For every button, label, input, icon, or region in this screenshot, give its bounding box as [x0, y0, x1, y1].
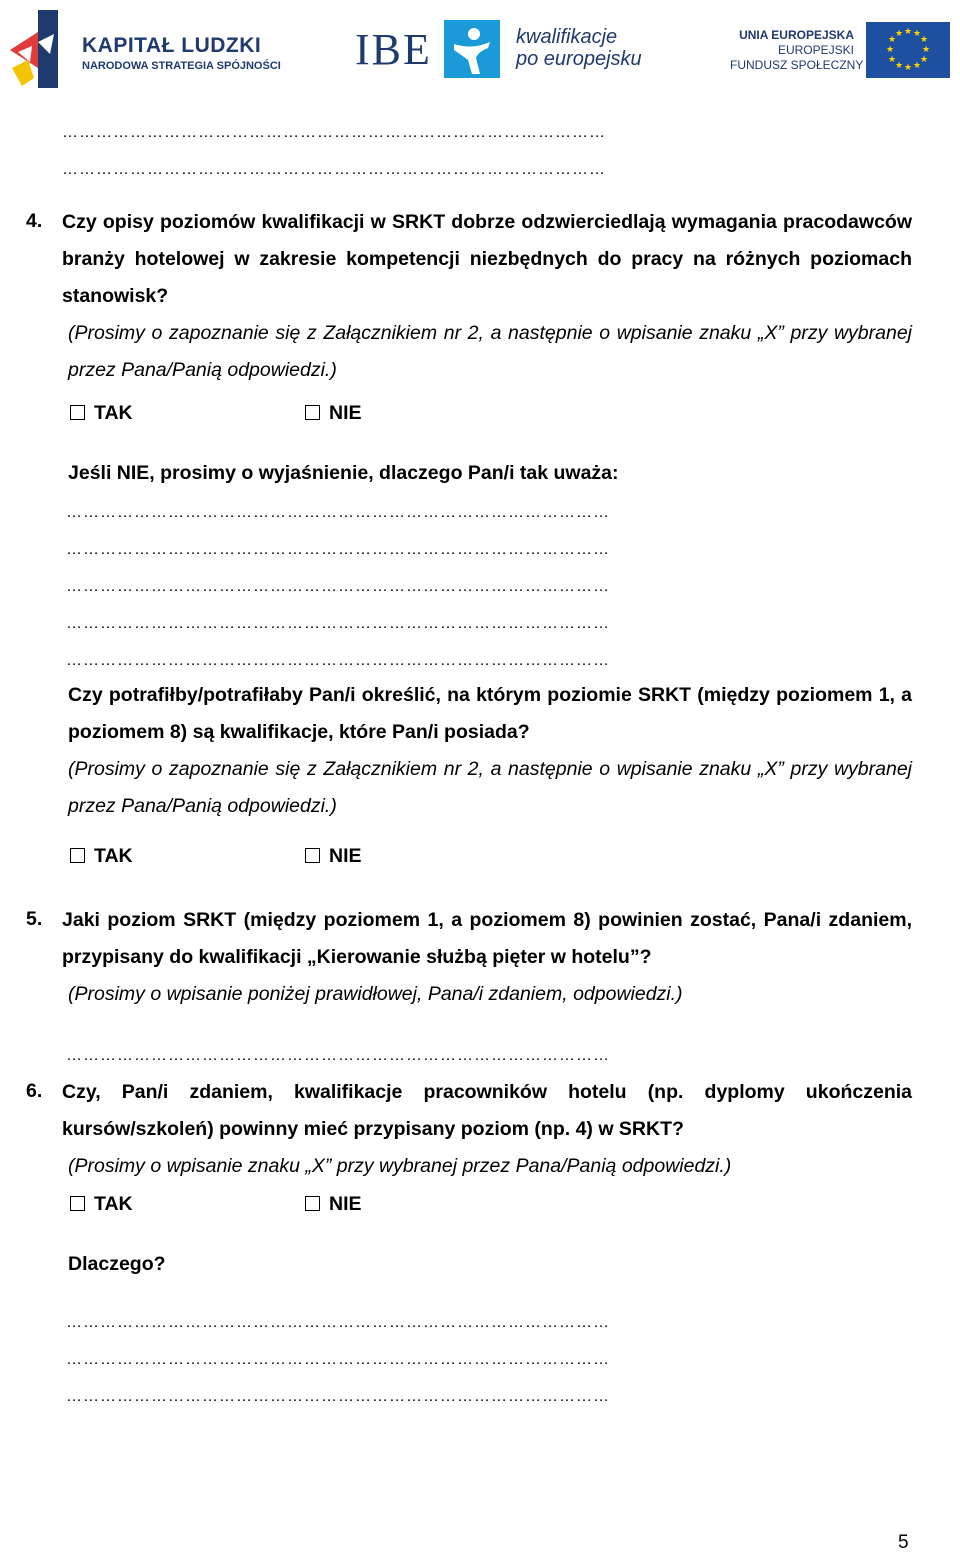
kl-subtitle: NARODOWA STRATEGIA SPÓJNOŚCI [82, 60, 281, 72]
kapital-ludzki-emblem-icon [8, 6, 78, 92]
option-yes[interactable]: TAK [70, 402, 133, 425]
ibe-logo-text: IBE [355, 25, 432, 74]
answer-line[interactable]: …………………………………………………………………………………… [62, 161, 606, 178]
question-number: 5. [26, 908, 43, 930]
answer-line[interactable]: …………………………………………………………………………………… [66, 1047, 610, 1064]
svg-text:★: ★ [903, 63, 913, 73]
kwalifikacje-line2: po europejsku [516, 48, 642, 70]
option-no[interactable]: NIE [305, 845, 362, 868]
ue-line2: EUROPEJSKI [777, 43, 854, 57]
checkbox-icon[interactable] [305, 848, 320, 863]
checkbox-icon[interactable] [305, 1196, 320, 1211]
question-number: 6. [26, 1080, 43, 1102]
ue-line3: FUNDUSZ SPOŁECZNY [730, 58, 864, 72]
answer-line[interactable]: …………………………………………………………………………………… [66, 578, 610, 595]
svg-text:★: ★ [919, 35, 929, 45]
svg-text:★: ★ [903, 27, 913, 37]
answer-line[interactable]: …………………………………………………………………………………… [66, 1351, 610, 1368]
option-yes[interactable]: TAK [70, 1193, 133, 1216]
question-4b-text: Czy potrafiłby/potrafiłaby Pan/i określić, na którym poziomie SRKT (między poziomem 1, a poziomem 8) są kwalifikacje, które Pan/i posiada? [68, 684, 912, 743]
answer-line[interactable]: …………………………………………………………………………………… [66, 1314, 610, 1331]
svg-text:★: ★ [887, 55, 897, 65]
answer-line[interactable]: …………………………………………………………………………………… [66, 615, 610, 632]
answer-line[interactable]: …………………………………………………………………………………… [66, 652, 610, 669]
question-5-instruction: (Prosimy o wpisanie poniżej prawidłowej, Pana/i zdaniem, odpowiedzi.) [68, 983, 683, 1005]
checkbox-icon[interactable] [70, 1196, 85, 1211]
why-prompt: Dlaczego? [68, 1253, 166, 1275]
option-no[interactable]: NIE [305, 1193, 362, 1216]
question-6-text: Czy, Pan/i zdaniem, kwalifikacje pracowników hotelu (np. dyplomy ukończenia kursów/szkoleń) powinny mieć przypisany poziom (np. 4) w SRKT? [62, 1081, 912, 1140]
eu-flag-icon [866, 22, 950, 78]
ue-line1: UNIA EUROPEJSKA [739, 28, 854, 42]
checkbox-icon[interactable] [70, 405, 85, 420]
answer-line[interactable]: …………………………………………………………………………………… [66, 504, 610, 521]
svg-text:★: ★ [894, 61, 904, 71]
svg-text:★: ★ [912, 29, 922, 39]
question-6-instruction: (Prosimy o wpisanie znaku „X” przy wybranej przez Pana/Panią odpowiedzi.) [68, 1155, 732, 1177]
svg-text:★: ★ [919, 55, 929, 65]
question-5-text: Jaki poziom SRKT (między poziomem 1, a poziomem 8) powinien zostać, Pana/i zdaniem, przypisany do kwalifikacji „Kierowanie służbą pięter w hotelu”? [62, 909, 912, 968]
checkbox-icon[interactable] [305, 405, 320, 420]
kl-title: KAPITAŁ LUDZKI [82, 34, 262, 57]
svg-text:★: ★ [887, 35, 897, 45]
option-no[interactable]: NIE [305, 402, 362, 425]
answer-line[interactable]: …………………………………………………………………………………… [62, 124, 606, 141]
checkbox-icon[interactable] [70, 848, 85, 863]
svg-text:★: ★ [921, 45, 931, 55]
answer-line[interactable]: …………………………………………………………………………………… [66, 1388, 610, 1405]
answer-line[interactable]: …………………………………………………………………………………… [66, 541, 610, 558]
svg-text:★: ★ [912, 61, 922, 71]
kwalifikacje-emblem-icon [444, 20, 500, 78]
question-4-instruction: (Prosimy o zapoznanie się z Załącznikiem nr 2, a następnie o wpisanie znaku „X” przy wybranej przez Pana/Panią odpowiedzi.) [68, 322, 912, 381]
option-yes[interactable]: TAK [70, 845, 133, 868]
followup-prompt: Jeśli NIE, prosimy o wyjaśnienie, dlaczego Pan/i tak uważa: [68, 462, 619, 484]
svg-text:★: ★ [885, 45, 895, 55]
question-number: 4. [26, 210, 43, 232]
svg-text:★: ★ [894, 29, 904, 39]
question-4b-instruction: (Prosimy o zapoznanie się z Załącznikiem nr 2, a następnie o wpisanie znaku „X” przy wybranej przez Pana/Panią odpowiedzi.) [68, 758, 912, 817]
kwalifikacje-line1: kwalifikacje [516, 26, 618, 48]
page-number: 5 [898, 1532, 909, 1553]
question-4-text: Czy opisy poziomów kwalifikacji w SRKT dobrze odzwierciedlają wymagania pracodawców branży hotelowej w zakresie kompetencji niezbędnych do pracy na różnych poziomach stanowisk? [62, 211, 912, 307]
